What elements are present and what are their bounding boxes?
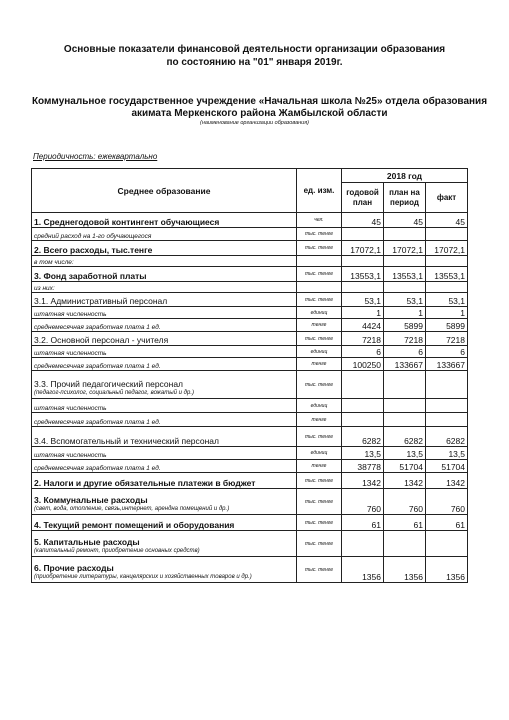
row-unit: тенге [297, 358, 342, 371]
row-unit [297, 256, 342, 267]
row-fact [426, 371, 468, 399]
row-name-sub: (педагог-психолог, социальный педагог, вожатый и др.) [34, 390, 194, 396]
row-plan-period: 13553,1 [384, 267, 426, 282]
row-unit: тыс. тенге [297, 427, 342, 447]
table-row [32, 293, 468, 307]
table-row [32, 228, 468, 241]
row-unit: тыс. тенге [297, 515, 342, 531]
row-plan-year: 45 [342, 213, 384, 228]
periodicity-label: Периодичность: ежеквартально [33, 152, 158, 161]
row-name-sub: (свет, вода, отопление, связь,интернет, арендна помещений и др.) [34, 506, 230, 512]
row-plan-period: 5899 [384, 319, 426, 332]
row-plan-year: 1342 [342, 473, 384, 489]
row-plan-year [342, 282, 384, 293]
row-plan-year [342, 256, 384, 267]
row-plan-period: 45 [384, 213, 426, 228]
row-name: в том числе: [32, 256, 297, 267]
row-fact [426, 256, 468, 267]
row-name: штатная численность [32, 307, 297, 319]
table-row [32, 399, 468, 413]
table-row [32, 413, 468, 427]
row-unit: тыс. тенге [297, 228, 342, 241]
row-name: 1. Среднегодовой контингент обучающиеся [32, 213, 297, 228]
row-name-main: 3. Коммунальные расходы [34, 495, 148, 505]
row-plan-year: 1 [342, 307, 384, 319]
header-name-col: Среднее образование [32, 169, 297, 213]
row-name-main: 3.3. Прочий педагогический персонал [34, 379, 184, 389]
row-plan-year: 61 [342, 515, 384, 531]
row-unit: тыс. тенге [297, 489, 342, 515]
row-plan-year: 7218 [342, 332, 384, 346]
row-fact: 17072,1 [426, 241, 468, 256]
row-name: среднемесячная заработная плата 1 ед. [32, 358, 297, 371]
table-row [32, 213, 468, 228]
header-year: 2018 год [342, 169, 468, 183]
row-fact [426, 413, 468, 427]
row-plan-period [384, 228, 426, 241]
row-name: 3.2. Основной персонал - учителя [32, 332, 297, 346]
row-fact: 13,5 [426, 447, 468, 460]
row-name: 2. Всего расходы, тыс.тенге [32, 241, 297, 256]
row-plan-year: 6282 [342, 427, 384, 447]
row-name [32, 371, 297, 399]
row-plan-period: 13,5 [384, 447, 426, 460]
row-unit: единиц [297, 447, 342, 460]
row-unit: тыс. тенге [297, 557, 342, 583]
row-unit: тенге [297, 413, 342, 427]
row-unit [297, 282, 342, 293]
row-name-main: 6. Прочие расходы [34, 563, 114, 573]
row-name: 3.1. Административный персонал [32, 293, 297, 307]
row-plan-year [342, 399, 384, 413]
row-unit: тыс. тенге [297, 371, 342, 399]
row-name [32, 489, 297, 515]
row-fact: 6282 [426, 427, 468, 447]
header-plan-period: план на период [384, 183, 426, 213]
row-name: 3. Фонд заработной платы [32, 267, 297, 282]
row-fact: 7218 [426, 332, 468, 346]
row-unit: единиц [297, 307, 342, 319]
row-plan-period: 6 [384, 346, 426, 358]
organization-name-line1: Коммунальное государственное учреждение «Начальная школа №25» отдела образования [31, 96, 488, 107]
row-name: 4. Текущий ремонт помещений и оборудования [32, 515, 297, 531]
row-fact [426, 282, 468, 293]
row-plan-period: 133667 [384, 358, 426, 371]
row-fact: 1 [426, 307, 468, 319]
report-title-line1: Основные показатели финансовой деятельности организации образования [63, 44, 446, 55]
row-fact: 6 [426, 346, 468, 358]
table-row [32, 473, 468, 489]
row-name: среднемесячная заработная плата 1 ед. [32, 460, 297, 473]
table-row [32, 282, 468, 293]
row-plan-period [384, 399, 426, 413]
row-unit: тыс. тенге [297, 473, 342, 489]
row-fact: 53,1 [426, 293, 468, 307]
row-plan-year [342, 531, 384, 557]
row-fact: 1356 [426, 557, 468, 583]
row-plan-year: 1356 [342, 557, 384, 583]
row-unit: тыс. тенге [297, 293, 342, 307]
row-fact: 51704 [426, 460, 468, 473]
row-unit: тенге [297, 319, 342, 332]
row-name [32, 557, 297, 583]
row-plan-year: 760 [342, 489, 384, 515]
row-name [32, 531, 297, 557]
row-plan-year: 6 [342, 346, 384, 358]
row-fact [426, 531, 468, 557]
table-row [32, 267, 468, 282]
row-plan-year [342, 413, 384, 427]
financial-indicators-table [31, 168, 468, 583]
row-plan-period: 53,1 [384, 293, 426, 307]
row-plan-year: 100250 [342, 358, 384, 371]
row-plan-year [342, 371, 384, 399]
row-plan-period: 17072,1 [384, 241, 426, 256]
row-plan-year: 17072,1 [342, 241, 384, 256]
header-plan-year: годовой план [342, 183, 384, 213]
table-row [32, 447, 468, 460]
row-unit: чел. [297, 213, 342, 228]
table-row [32, 531, 468, 557]
row-unit: тыс. тенге [297, 241, 342, 256]
row-plan-period: 61 [384, 515, 426, 531]
row-name: 2. Налоги и другие обязательные платежи в бюджет [32, 473, 297, 489]
row-plan-period: 760 [384, 489, 426, 515]
row-name: штатная численность [32, 346, 297, 358]
row-fact: 5899 [426, 319, 468, 332]
row-unit: тыс. тенге [297, 531, 342, 557]
table-row [32, 371, 468, 399]
row-plan-period: 6282 [384, 427, 426, 447]
row-unit: тыс. тенге [297, 267, 342, 282]
row-fact: 760 [426, 489, 468, 515]
header-unit-col: ед. изм. [297, 169, 342, 213]
row-fact: 1342 [426, 473, 468, 489]
row-fact: 13553,1 [426, 267, 468, 282]
table-row [32, 358, 468, 371]
row-unit: тыс. тенге [297, 332, 342, 346]
row-name: средний расход на 1-го обучающегося [32, 228, 297, 241]
organization-note: (наименование организации образования) [200, 120, 309, 126]
row-name-sub: (приобретение литературы, канцелярских и хозяйственных товаров и др.) [34, 574, 252, 580]
table-row [32, 256, 468, 267]
row-plan-year: 4424 [342, 319, 384, 332]
row-fact [426, 399, 468, 413]
row-plan-period: 1342 [384, 473, 426, 489]
table-row [32, 460, 468, 473]
row-name: среднемесячная заработная плата 1 ед. [32, 319, 297, 332]
row-name: 3.4. Вспомогательный и технический персонал [32, 427, 297, 447]
row-name: штатная численность [32, 447, 297, 460]
table-row [32, 515, 468, 531]
row-fact: 45 [426, 213, 468, 228]
table-row [32, 489, 468, 515]
table-row [32, 332, 468, 346]
row-plan-period: 1356 [384, 557, 426, 583]
row-plan-year: 13553,1 [342, 267, 384, 282]
table-row [32, 427, 468, 447]
row-plan-year: 38778 [342, 460, 384, 473]
row-plan-year [342, 228, 384, 241]
organization-name-line2: акимата Меркенского района Жамбылской области [131, 108, 388, 119]
report-title-line2: по состоянию на "01" января 2019г. [166, 57, 343, 68]
row-name: из них: [32, 282, 297, 293]
row-unit: единиц [297, 346, 342, 358]
row-plan-year: 53,1 [342, 293, 384, 307]
row-plan-period [384, 531, 426, 557]
row-name: штатная численность [32, 399, 297, 413]
row-plan-period [384, 256, 426, 267]
row-plan-period: 7218 [384, 332, 426, 346]
table-row [32, 241, 468, 256]
row-fact [426, 228, 468, 241]
row-plan-period: 51704 [384, 460, 426, 473]
table-row [32, 319, 468, 332]
row-plan-period: 1 [384, 307, 426, 319]
table-row [32, 346, 468, 358]
row-plan-period [384, 371, 426, 399]
header-fact: факт [426, 183, 468, 213]
row-plan-period [384, 413, 426, 427]
row-unit: единиц [297, 399, 342, 413]
row-plan-year: 13,5 [342, 447, 384, 460]
row-fact: 133667 [426, 358, 468, 371]
row-name: среднемесячная заработная плата 1 ед. [32, 413, 297, 427]
row-plan-period [384, 282, 426, 293]
row-unit: тенге [297, 460, 342, 473]
table-row [32, 557, 468, 583]
row-name-main: 5. Капитальные расходы [34, 537, 140, 547]
row-name-sub: (капитальный ремонт, приобретение основных средств) [34, 548, 200, 554]
table-row [32, 307, 468, 319]
row-fact: 61 [426, 515, 468, 531]
